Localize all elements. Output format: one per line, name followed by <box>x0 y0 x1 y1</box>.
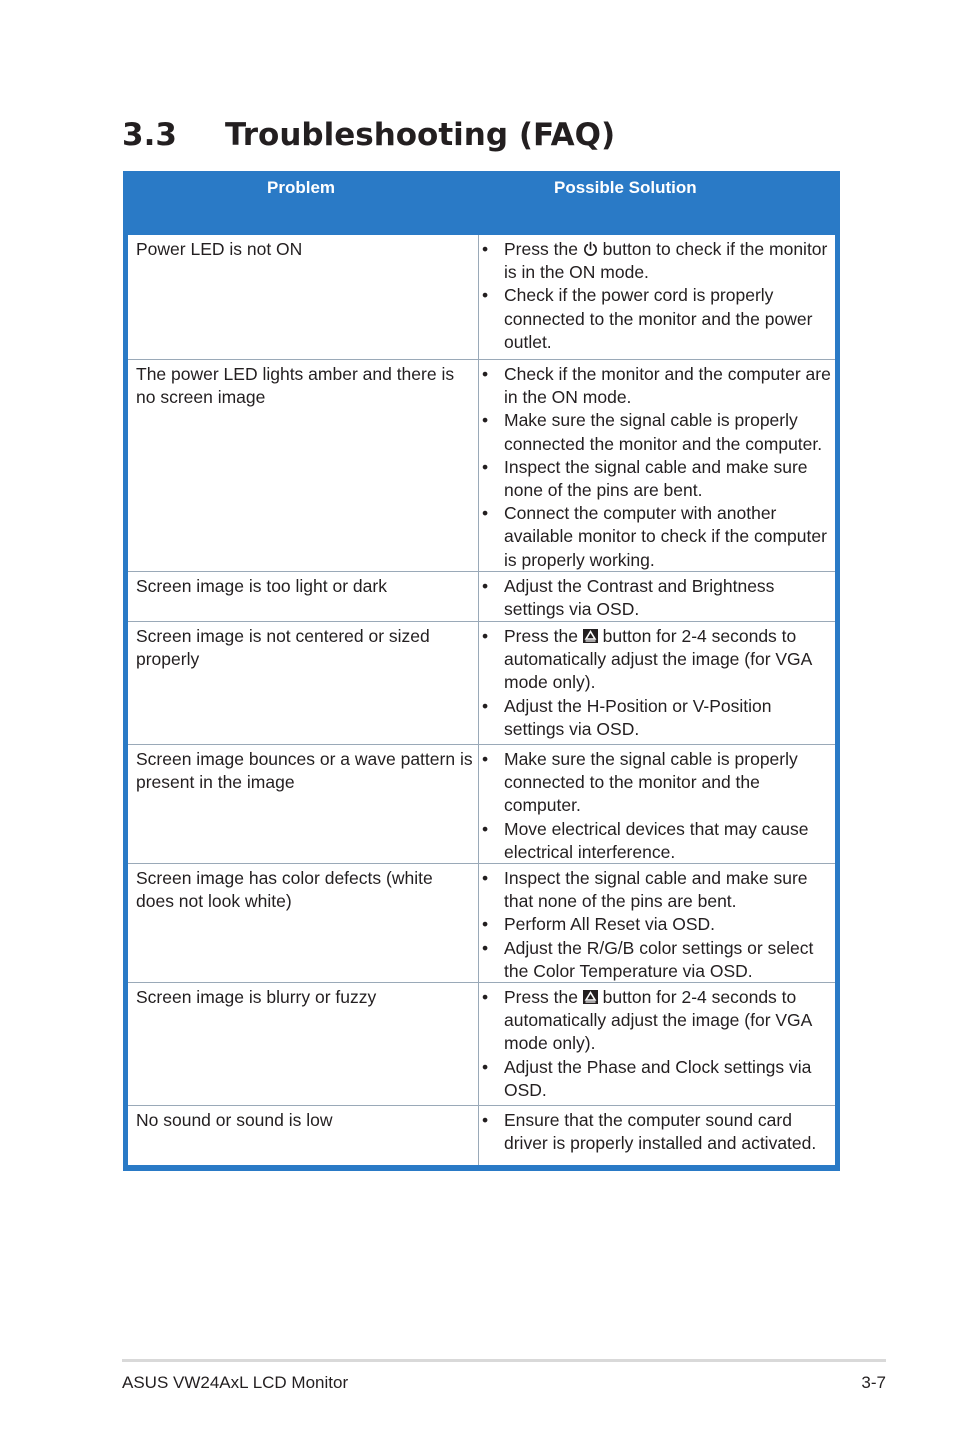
auto-adjust-icon <box>583 629 598 643</box>
section-number: 3.3 <box>122 117 177 153</box>
solution-text: button to check if the monitor is in the ON mode. <box>504 239 828 283</box>
solution-cell <box>479 1106 835 1165</box>
solution-cell <box>479 864 835 983</box>
solution-text: Make sure the signal cable is properly connected to the monitor and the computer. <box>504 749 798 816</box>
solution-item <box>479 913 831 936</box>
solution-item <box>479 937 831 983</box>
solution-text: Press the <box>504 239 583 259</box>
table-row <box>128 572 835 622</box>
solution-item <box>479 575 831 621</box>
solution-text: Adjust the H-Position or V-Position settings via OSD. <box>504 695 772 739</box>
table-row <box>128 983 835 1106</box>
problem-cell: Screen image is not centered or sized properly <box>128 622 479 745</box>
problem-cell: Screen image bounces or a wave pattern is present in the image <box>128 745 479 864</box>
table-body <box>128 235 835 1165</box>
solution-list <box>479 625 831 741</box>
solution-item <box>479 284 831 354</box>
column-header-solution: Possible Solution <box>554 178 697 197</box>
bullet: • <box>482 285 489 306</box>
solution-list <box>479 986 831 1102</box>
solution-text: Press the <box>504 626 583 646</box>
bullet: • <box>482 576 489 596</box>
bullet: • <box>482 503 489 524</box>
solution-item <box>479 986 831 1056</box>
table-row <box>128 1106 835 1165</box>
table-row <box>128 235 835 360</box>
solution-text: Ensure that the computer sound card driver is properly installed and activated. <box>504 1110 817 1154</box>
bullet: • <box>482 410 489 431</box>
solution-text: Inspect the signal cable and make sure that none of the pins are bent. <box>504 868 808 912</box>
solution-item <box>479 1056 831 1102</box>
solution-text: button for 2-4 seconds to automatically adjust the image (for VGA mode only). <box>504 987 812 1054</box>
solution-item <box>479 363 831 409</box>
problem-cell: The power LED lights amber and there is no screen image <box>128 360 479 572</box>
solution-text: Inspect the signal cable and make sure none of the pins are bent. <box>504 456 808 501</box>
column-header-problem: Problem <box>267 178 336 197</box>
solution-list <box>479 575 831 621</box>
table-row <box>128 745 835 864</box>
page-title <box>122 113 615 157</box>
solution-text: Check if the monitor and the computer are in the ON mode. <box>504 364 831 408</box>
solution-item <box>479 456 831 502</box>
solution-cell <box>479 360 835 572</box>
solution-item <box>479 748 831 818</box>
solution-cell <box>479 745 835 864</box>
bullet: • <box>482 914 489 935</box>
solution-list <box>479 238 831 354</box>
bullet: • <box>482 749 489 769</box>
bullet: • <box>482 818 489 839</box>
problem-cell: Power LED is not ON <box>128 235 479 360</box>
solution-text: Connect the computer with another available monitor to check if the computer is properly working. <box>504 503 827 570</box>
solution-text: button for 2-4 seconds to automatically adjust the image (for VGA mode only). <box>504 626 812 693</box>
solution-item <box>479 867 831 913</box>
bullet: • <box>482 695 489 716</box>
solution-list <box>479 1109 831 1155</box>
solution-text: Adjust the R/G/B color settings or select the Color Temperature via OSD. <box>504 937 814 981</box>
solution-text: Move electrical devices that may cause electrical interference. <box>504 818 809 862</box>
solution-cell <box>479 983 835 1106</box>
solution-text: Adjust the Phase and Clock settings via OSD. <box>504 1056 812 1100</box>
footer-divider <box>122 1359 886 1362</box>
solution-text: Perform All Reset via OSD. <box>504 914 716 935</box>
solution-item <box>479 695 831 741</box>
bullet: • <box>482 239 489 259</box>
solution-item <box>479 409 831 455</box>
bullet: • <box>482 987 489 1007</box>
bullet: • <box>482 456 489 477</box>
solution-text: Adjust the Contrast and Brightness settings via OSD. <box>504 576 775 620</box>
solution-item <box>479 1109 831 1155</box>
solution-text: Press the <box>504 987 583 1007</box>
solution-cell <box>479 235 835 360</box>
power-icon <box>583 241 598 257</box>
table-row <box>128 360 835 572</box>
faq-table <box>123 171 840 1171</box>
solution-text: Make sure the signal cable is properly connected the monitor and the computer. <box>504 410 823 454</box>
solution-item <box>479 818 831 864</box>
solution-text: Check if the power cord is properly connected to the monitor and the power outlet. <box>504 285 813 352</box>
page-number: 3-7 <box>861 1373 886 1392</box>
bullet: • <box>482 626 489 646</box>
bullet: • <box>482 364 489 384</box>
solution-list <box>479 363 831 572</box>
bullet: • <box>482 868 489 888</box>
bullet: • <box>482 1110 489 1130</box>
bullet: • <box>482 1056 489 1077</box>
problem-cell: No sound or sound is low <box>128 1106 479 1165</box>
problem-cell: Screen image has color defects (white does not look white) <box>128 864 479 983</box>
solution-item <box>479 502 831 572</box>
section-title: Troubleshooting (FAQ) <box>225 117 616 153</box>
footer-product-name: ASUS VW24AxL LCD Monitor <box>122 1373 349 1392</box>
bullet: • <box>482 937 489 958</box>
solution-list <box>479 867 831 983</box>
solution-cell <box>479 572 835 622</box>
solution-item <box>479 238 831 284</box>
problem-cell: Screen image is blurry or fuzzy <box>128 983 479 1106</box>
solution-item <box>479 625 831 695</box>
problem-cell: Screen image is too light or dark <box>128 572 479 622</box>
table-row <box>128 622 835 745</box>
solution-cell <box>479 622 835 745</box>
auto-adjust-icon <box>583 990 598 1004</box>
table-row <box>128 864 835 983</box>
solution-list <box>479 748 831 864</box>
